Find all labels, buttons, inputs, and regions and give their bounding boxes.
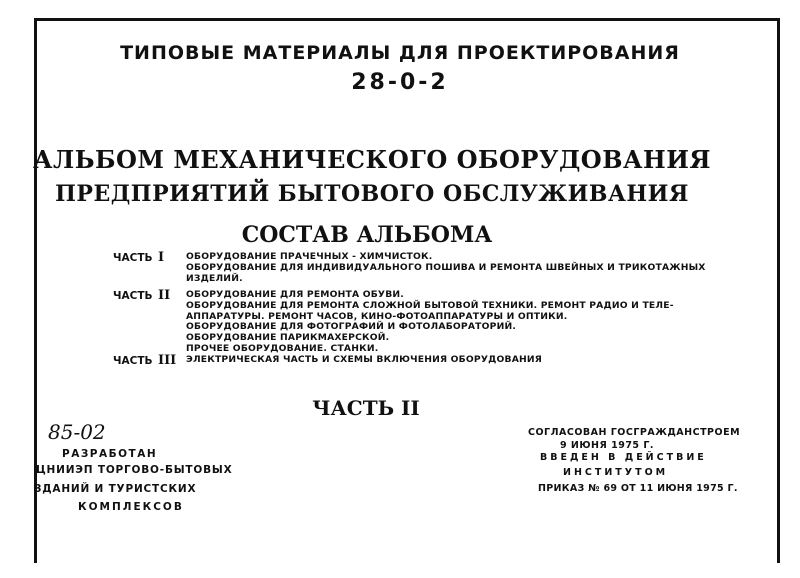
part-2-line: ОБОРУДОВАНИЕ ПАРИКМАХЕРСКОЙ. [186, 332, 390, 344]
part-2-description [186, 290, 674, 355]
agreed-text: СОГЛАСОВАН ГОСГРАЖДАНСТРОЕМ [528, 427, 741, 438]
album-title-line1: АЛЬБОМ МЕХАНИЧЕСКОГО ОБОРУДОВАНИЯ [32, 145, 712, 174]
part-2-line: ОБОРУДОВАНИЕ ДЛЯ ФОТОГРАФИЙ И ФОТОЛАБОРАТОРИЙ. [186, 321, 517, 333]
part-1-label: ЧАСТЬ [113, 252, 153, 264]
part-3-line: ЭЛЕКТРИЧЕСКАЯ ЧАСТЬ И СХЕМЫ ВКЛЮЧЕНИЯ ОБОРУДОВАНИЯ [186, 354, 543, 365]
part-1-line: ОБОРУДОВАНИЕ ПРАЧЕЧНЫХ - ХИМЧИСТОК. [186, 251, 433, 262]
series-title: ТИПОВЫЕ МАТЕРИАЛЫ ДЛЯ ПРОЕКТИРОВАНИЯ [120, 42, 680, 64]
part-1-line: ИЗДЕЛИЙ. [186, 272, 243, 284]
handwritten-code: 85-02 [48, 420, 106, 444]
developer-line1: РАЗРАБОТАН [62, 448, 158, 460]
part-2-label: ЧАСТЬ [113, 290, 153, 302]
part-3-label: ЧАСТЬ [113, 355, 153, 367]
current-part-title: ЧАСТЬ II [312, 396, 420, 420]
developer-line2: ЦНИИЭП ТОРГОВО-БЫТОВЫХ [36, 464, 233, 476]
part-3-number: III [158, 353, 177, 368]
album-title-line2: ПРЕДПРИЯТИЙ БЫТОВОГО ОБСЛУЖИВАНИЯ [55, 181, 689, 207]
document-code: 28-0-2 [351, 70, 449, 95]
part-2-line: ПРОЧЕЕ ОБОРУДОВАНИЕ. СТАНКИ. [186, 342, 379, 354]
order-text: ПРИКАЗ № 69 ОТ 11 ИЮНЯ 1975 Г. [538, 483, 738, 494]
developer-line3: ЗДАНИЙ И ТУРИСТСКИХ [34, 483, 197, 495]
agreed-date: 9 ИЮНЯ 1975 Г. [560, 440, 655, 451]
part-3-description [186, 355, 542, 366]
part-2-line: ОБОРУДОВАНИЕ ДЛЯ РЕМОНТА ОБУВИ. [186, 289, 404, 300]
institute-text: ИНСТИТУТОМ [563, 467, 669, 478]
part-1-description [186, 252, 706, 284]
contents-heading: СОСТАВ АЛЬБОМА [241, 222, 493, 248]
enacted-text: ВВЕДЕН В ДЕЙСТВИЕ [540, 452, 707, 463]
part-1-number: I [158, 250, 165, 265]
part-2-line: ОБОРУДОВАНИЕ ДЛЯ РЕМОНТА СЛОЖНОЙ БЫТОВОЙ ТЕХНИКИ. РЕМОНТ РАДИО И ТЕЛЕ- [186, 299, 674, 311]
part-2-line: АППАРАТУРЫ. РЕМОНТ ЧАСОВ, КИНО-ФОТОАППАРАТУРЫ И ОПТИКИ. [186, 310, 568, 322]
part-1-line: ОБОРУДОВАНИЕ ДЛЯ ИНДИВИДУАЛЬНОГО ПОШИВА И РЕМОНТА ШВЕЙНЫХ И ТРИКОТАЖНЫХ [186, 261, 706, 273]
part-2-number: II [158, 288, 171, 303]
developer-line4: КОМПЛЕКСОВ [78, 501, 184, 513]
